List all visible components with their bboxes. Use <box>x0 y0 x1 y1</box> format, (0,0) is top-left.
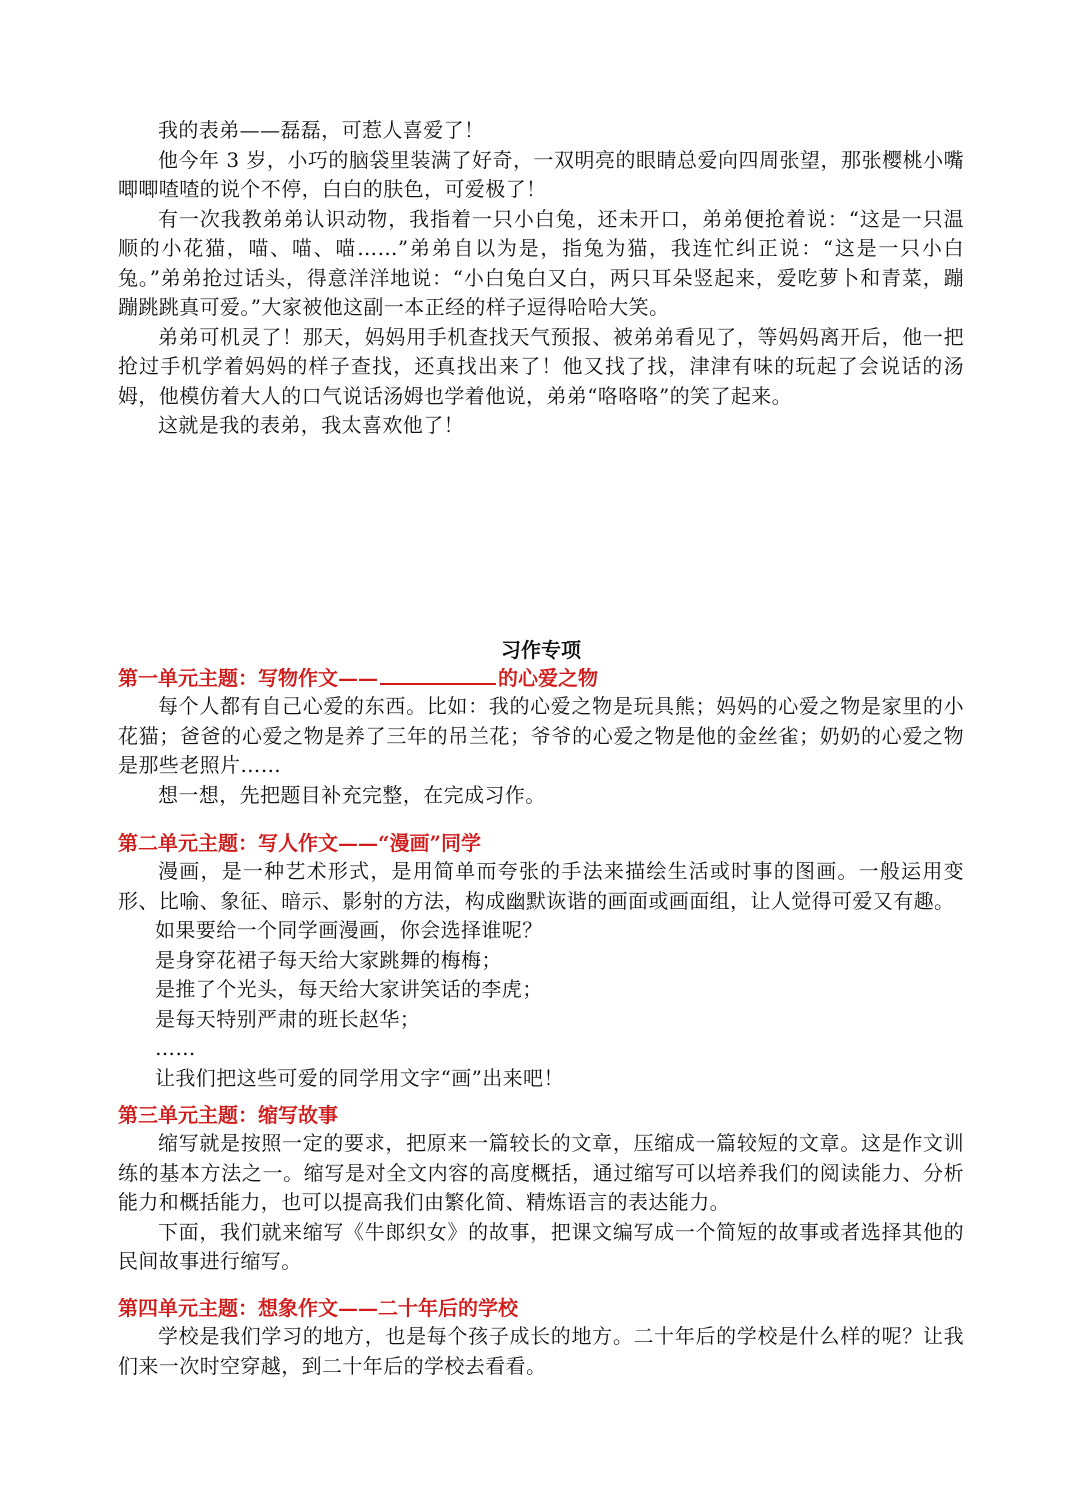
unit-1-title-suffix: 的心爱之物 <box>498 666 598 690</box>
unit-4-paragraph: 学校是我们学习的地方，也是每个孩子成长的地方。二十年后的学校是什么样的呢？让我们来一次时空穿越，到二十年后的学校去看看。 <box>118 1324 964 1378</box>
unit-2-line: 是推了个光头，每天给大家讲笑话的李虎； <box>155 977 543 1001</box>
unit-2-line: 如果要给一个同学画漫画，你会选择谁呢？ <box>155 918 543 942</box>
fill-in-blank <box>380 665 496 685</box>
unit-2-paragraph: 漫画，是一种艺术形式，是用简单而夸张的手法来描绘生活或时事的图画。一般运用变形、比喻、象征、暗示、影射的方法，构成幽默诙谐的画面或画面组，让人觉得可爱又有趣。 <box>118 859 964 913</box>
section-title: 习作专项 <box>501 638 581 662</box>
unit-1-paragraph: 想一想，先把题目补充完整，在完成习作。 <box>158 782 546 807</box>
unit-3-title: 第三单元主题：缩写故事 <box>118 1103 338 1127</box>
essay-paragraph: 我的表弟——磊磊，可惹人喜爱了！ <box>158 118 485 142</box>
essay-paragraph: 有一次我教弟弟认识动物，我指着一只小白兔，还未开口，弟弟便抢着说：“这是一只温顺的小花猫，喵、喵、喵……”弟弟自以为是，指兔为猫，我连忙纠正说：“这是一只小白兔。”弟弟抢过话头，得意洋洋地说：“小白兔白又白，两只耳朵竖起来，爱吃萝卜和青菜，蹦蹦跳跳真可爱。”大家被他这副一本正经的样子逗得哈哈大笑。 <box>118 206 964 319</box>
unit-2-line: 是身穿花裙子每天给大家跳舞的梅梅； <box>155 947 502 972</box>
essay-block <box>118 116 964 441</box>
unit-3-paragraph: 下面，我们就来缩写《牛郎织女》的故事，把课文编写成一个简短的故事或者选择其他的民间故事进行缩写。 <box>118 1219 964 1273</box>
essay-paragraph: 他今年 3 岁，小巧的脑袋里装满了好奇，一双明亮的眼睛总爱向四周张望，那张樱桃小嘴唧唧喳喳的说个不停，白白的肤色，可爱极了！ <box>118 147 964 201</box>
unit-1-title-prefix: 第一单元主题：写物作文—— <box>118 666 378 690</box>
unit-2-line: …… <box>155 1036 196 1060</box>
unit-1-paragraph: 每个人都有自己心爱的东西。比如：我的心爱之物是玩具熊；妈妈的心爱之物是家里的小花猫；爸爸的心爱之物是养了三年的吊兰花；爷爷的心爱之物是他的金丝雀；奶奶的心爱之物是那些老照片…… <box>118 694 964 777</box>
unit-2-line: 是每天特别严肃的班长赵华； <box>155 1006 421 1031</box>
unit-2 <box>118 829 964 1093</box>
unit-2-title: 第二单元主题：写人作文——“漫画”同学 <box>118 831 482 855</box>
unit-3-paragraph: 缩写就是按照一定的要求，把原来一篇较长的文章，压缩成一篇较短的文章。这是作文训练的基本方法之一。缩写是对全文内容的高度概括，通过缩写可以培养我们的阅读能力、分析能力和概括能力，也可以提高我们由繁化简、精炼语言的表达能力。 <box>118 1131 964 1214</box>
unit-1-title <box>118 664 964 692</box>
unit-4-title: 第四单元主题：想象作文——二十年后的学校 <box>118 1296 518 1320</box>
unit-2-line: 让我们把这些可爱的同学用文字“画”出来吧！ <box>155 1065 564 1090</box>
unit-4 <box>118 1294 964 1381</box>
essay-paragraph: 这就是我的表弟，我太喜欢他了！ <box>158 413 464 437</box>
essay-paragraph: 弟弟可机灵了！那天，妈妈用手机查找天气预报、被弟弟看见了，等妈妈离开后，他一把抢过手机学着妈妈的样子查找，还真找出来了！他又找了找，津津有味的玩起了会说话的汤姆，他模仿着大人的口气说话汤姆也学着他说，弟弟“咯咯咯”的笑了起来。 <box>118 324 964 408</box>
unit-3 <box>118 1101 964 1277</box>
unit-1 <box>118 664 964 810</box>
